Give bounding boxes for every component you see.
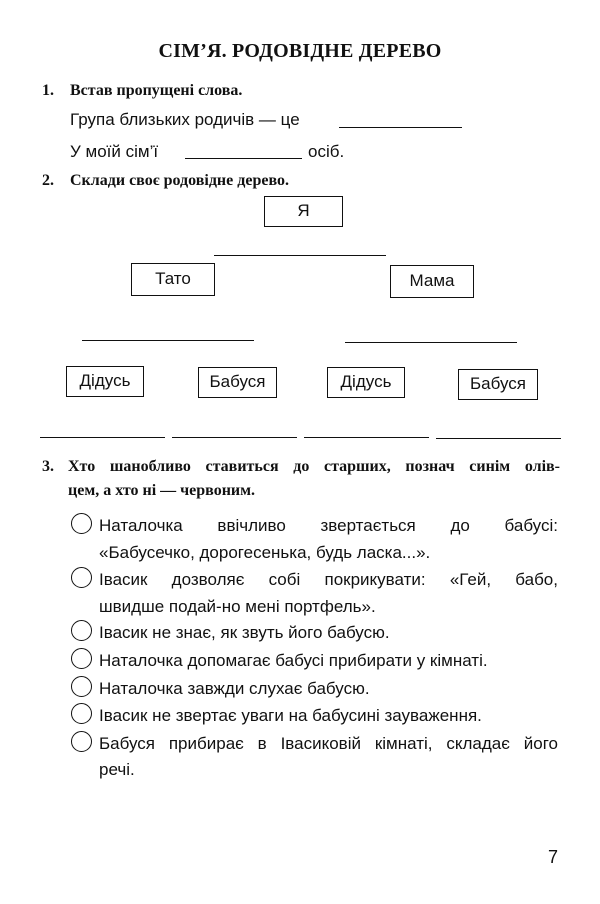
statement-4-line-1: Наталочка допомагає бабусі прибирати у кімнаті. [99,651,488,670]
tree-line-grandma-2[interactable] [436,438,561,439]
statement-2-circle[interactable] [71,567,92,588]
task3-instruction-line-2: цем, а хто ні — червоним. [68,482,256,499]
tree-box-grandma-1: Бабуся [198,367,277,398]
tree-line-grandpa-2[interactable] [304,437,429,438]
task2-instruction: Склади своє родовідне дерево. [70,172,289,189]
task1-answer-line-1[interactable] [339,127,462,128]
statement-4-circle[interactable] [71,648,92,669]
statement-3-circle[interactable] [71,620,92,641]
statement-2-line-2: швидше подай-но мені портфель». [99,597,376,616]
statement-1-line-2: «Бабусечко, дорогесенька, будь ласка...». [99,543,431,562]
task1-instruction: Встав пропущені слова. [70,82,243,99]
tree-box-grandpa-2: Дідусь [327,367,405,398]
statement-1-circle[interactable] [71,513,92,534]
statement-1-line-1: Наталочка ввічливо звертається до бабусі: [99,516,558,535]
statement-7-line-1: Бабуся прибирає в Івасиковій кімнаті, складає його [99,734,558,753]
statement-6-line-1: Івасик не звертає уваги на бабусині зауваження. [99,706,482,725]
statement-6-circle[interactable] [71,703,92,724]
task1-line2-after: осіб. [308,142,345,161]
tree-line-mother[interactable] [345,342,517,343]
tree-box-me: Я [264,196,343,227]
tree-line-father[interactable] [82,340,254,341]
task1-number: 1. [42,82,54,99]
statement-5-line-1: Наталочка завжди слухає бабусю. [99,679,370,698]
statement-2-line-1: Івасик дозволяє собі покрикувати: «Гей, бабо, [99,570,558,589]
task2-number: 2. [42,172,54,189]
tree-box-grandpa-1: Дідусь [66,366,144,397]
tree-line-me[interactable] [214,255,386,256]
task1-line2-before: У моїй сім’ї [70,142,159,161]
page-title: СІМ’Я. РОДОВІДНЕ ДЕРЕВО [158,40,442,62]
tree-box-grandma-2: Бабуся [458,369,538,400]
tree-line-grandma-1[interactable] [172,437,297,438]
tree-box-father: Тато [131,263,215,296]
statement-7-circle[interactable] [71,731,92,752]
task3-instruction-line-1: Хто шанобливо ставиться до старших, познач синім олів- [68,458,560,475]
task1-answer-line-2[interactable] [185,158,302,159]
tree-line-grandpa-1[interactable] [40,437,165,438]
task1-line1-text: Група близьких родичів — це [70,110,300,129]
page-number: 7 [548,847,559,867]
statement-3-line-1: Івасик не знає, як звуть його бабусю. [99,623,390,642]
statement-7-line-2: речі. [99,760,135,779]
statement-5-circle[interactable] [71,676,92,697]
task3-number: 3. [42,458,54,475]
tree-box-mother: Мама [390,265,474,298]
